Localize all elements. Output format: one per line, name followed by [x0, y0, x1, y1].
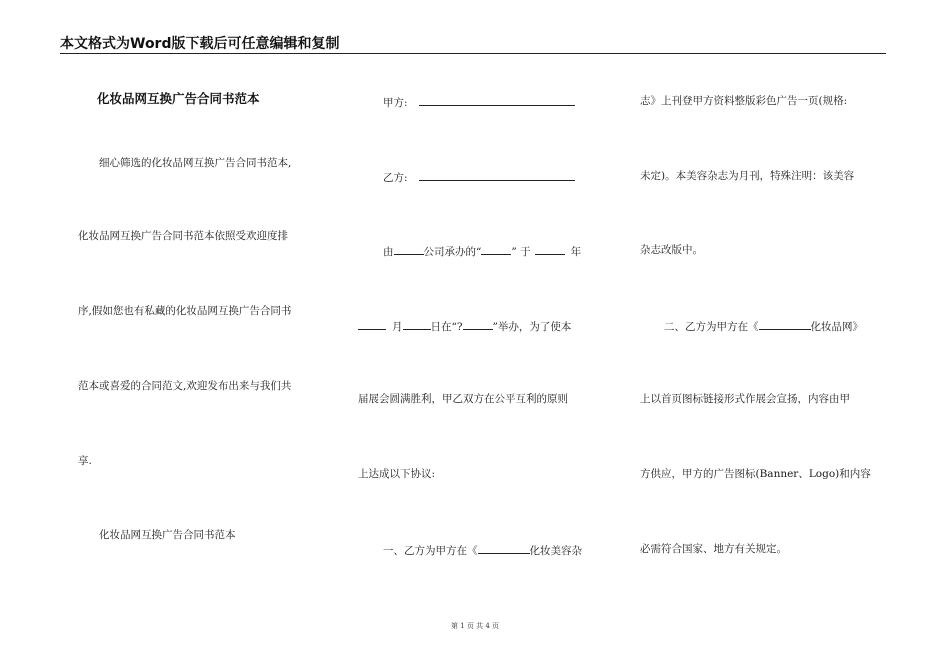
party-b-label: 乙方:: [383, 172, 408, 184]
paragraph-line: 细心筛选的化妆品网互换广告合同书范本,: [99, 157, 292, 169]
text-fragment: ” 于: [511, 246, 531, 258]
paragraph-line: 化妆品网互换广告合同书范本依照受欢迎度排: [78, 230, 288, 242]
party-a-label: 甲方:: [383, 97, 408, 109]
party-a-line: [383, 94, 575, 110]
magazine-blank: [478, 542, 530, 554]
company-blank: [394, 243, 424, 255]
paragraph-line: 杂志改版中。: [640, 244, 703, 256]
paragraph-line: 未定)。本美容杂志为月刊，特殊注明：该美容: [640, 170, 855, 182]
document-title: 化妆品网互换广告合同书范本: [97, 91, 260, 106]
paragraph-line: 上达成以下协议:: [358, 468, 436, 480]
month-blank: [358, 318, 386, 330]
clause-one-line: [383, 542, 582, 558]
text-fragment: 二、乙方为甲方在《: [664, 321, 759, 333]
text-fragment: 公司承办的“: [423, 246, 482, 258]
paragraph-line: 上以首页图标链接形式作展会宣扬，内容由甲: [640, 393, 850, 405]
website-blank: [759, 318, 811, 330]
clause-two-line: [664, 318, 863, 334]
text-fragment: ”举办，为了使本: [492, 321, 572, 333]
text-fragment: 年: [570, 246, 582, 258]
party-a-blank: [419, 94, 575, 106]
paragraph-line: 必需符合国家、地方有关规定。: [640, 543, 787, 555]
agreement-line: [383, 243, 581, 259]
text-fragment: 月: [392, 321, 403, 333]
text-fragment: 化妆美容杂: [529, 545, 582, 557]
party-b-blank: [419, 169, 575, 181]
column-2: [330, 0, 620, 672]
text-fragment: 一、乙方为甲方在《: [383, 545, 478, 557]
day-blank: [403, 318, 431, 330]
paragraph-line: 序,假如您也有私藏的化妆品网互换广告合同书: [78, 305, 292, 317]
paragraph-line: 范本或喜爱的合同范文,欢迎发布出来与我们共: [78, 380, 292, 392]
agreement-line: [358, 318, 571, 334]
paragraph-line: 方供应，甲方的广告图标(Banner、Logo)和内容: [640, 468, 871, 480]
paragraph-line: 志》上刊登甲方资料整版彩色广告一页(规格:: [640, 95, 848, 107]
section-subtitle: 化妆品网互换广告合同书范本: [99, 529, 236, 541]
column-3: [620, 0, 910, 672]
document-header: 本文格式为Word版下载后可任意编辑和复制: [60, 36, 340, 52]
text-fragment: 日在“?: [430, 321, 463, 333]
paragraph-line: 享.: [78, 455, 92, 467]
venue-blank: [463, 318, 493, 330]
text-fragment: 由: [383, 246, 394, 258]
paragraph-line: 届展会圆满胜利，甲乙双方在公平互利的原则: [358, 393, 568, 405]
event-blank: [481, 243, 511, 255]
page-number: 第 1 页 共 4 页: [450, 622, 500, 630]
column-1: [0, 0, 330, 672]
text-fragment: 化妆品网》: [810, 321, 863, 333]
year-blank: [535, 243, 565, 255]
party-b-line: [383, 169, 575, 185]
